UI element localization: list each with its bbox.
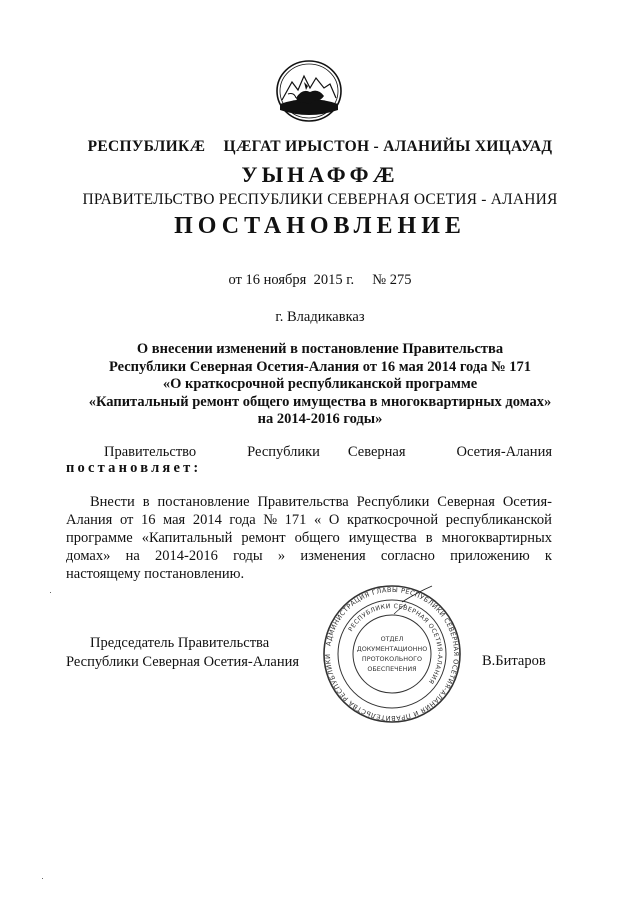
scan-speck [50, 592, 51, 593]
body-word: домах» [66, 548, 111, 564]
body-word: 171 [284, 512, 307, 528]
scan-speck [42, 878, 43, 879]
body-word: « [314, 512, 322, 528]
body-line [66, 547, 552, 565]
body-word: имущества [348, 530, 417, 546]
body-word: в [425, 530, 433, 546]
subject-line: О внесении изменений в постановление Правительства [136, 341, 504, 357]
seal-center-line: ОТДЕЛ [380, 635, 404, 643]
preamble-word: Правительство [104, 444, 197, 460]
body-word: «Капитальный [141, 530, 233, 546]
date-value: 16 ноября 2015 г. [245, 272, 355, 288]
body-word: 2014-2016 [155, 548, 218, 564]
body-word: Алания [66, 512, 113, 528]
header-government: ПРАВИТЕЛЬСТВО РЕСПУБЛИКИ СЕВЕРНАЯ ОСЕТИЯ - АЛАНИЯ [82, 191, 558, 208]
body-word: ремонт [241, 530, 286, 546]
body-word: настоящему постановлению. [66, 566, 245, 582]
signatory-position [66, 634, 299, 672]
position-line: Председатель Правительства [90, 635, 270, 651]
header-word: ИРЫСТОН [285, 138, 370, 155]
resolves-word: постановляет: [66, 460, 202, 476]
body-word: приложению [450, 548, 530, 564]
body-word: краткосрочной [346, 512, 439, 528]
seal-center-line: ДОКУМЕНТАЦИОННО [356, 645, 428, 653]
header-word: АЛАНИЙЫ [383, 138, 471, 155]
seal-inner-text: РЕСПУБЛИКИ СЕВЕРНАЯ ОСЕТИЯ-АЛАНИЯ [347, 602, 444, 686]
subject-line: Республики Северная Осетия-Алания от 16 мая 2014 года № 171 [108, 358, 532, 375]
body-word: 2014 [192, 512, 222, 528]
body-word: № [263, 512, 278, 528]
header-word: ХИЦАУАД [474, 138, 553, 155]
decree-subject [0, 341, 640, 429]
body-word: 16 [140, 512, 156, 528]
body-word: в [142, 494, 150, 510]
seal-center-line: ОБЕСПЕЧЕНИЯ [367, 665, 417, 673]
preamble-line [104, 444, 552, 461]
header-word: ЦӔГАТ [223, 138, 281, 155]
body-word: Правительства [257, 494, 349, 510]
body-word: программе [66, 530, 133, 546]
body-word: общего [294, 530, 340, 546]
body-word: на [125, 548, 140, 564]
body-word: согласно [380, 548, 435, 564]
decree-body [66, 493, 552, 583]
header-ossetian-decree: УЫНАФФӔ [241, 162, 399, 187]
body-word: изменения [300, 548, 366, 564]
body-line [66, 529, 552, 547]
body-line [66, 565, 552, 583]
header-word: РЕСПУБЛИКӔ [87, 138, 206, 155]
preamble-word: Республики [247, 444, 320, 460]
body-word: многоквартирных [441, 530, 552, 546]
body-word: мая [163, 512, 186, 528]
city: г. Владикавказ [275, 309, 365, 325]
body-word: года [229, 512, 256, 528]
body-word: Осетия- [502, 494, 552, 510]
decree-number: № 275 [372, 272, 412, 288]
body-word: О [328, 512, 340, 528]
body-word: от [119, 512, 134, 528]
body-word: Внести [90, 494, 135, 510]
subject-line: «Капитальный ремонт общего имущества в многоквартирных домах» [88, 393, 552, 410]
body-word: Республики [356, 494, 430, 510]
body-line [66, 493, 552, 511]
body-line [66, 511, 552, 529]
official-seal [322, 584, 462, 724]
header-word: - [373, 138, 380, 155]
body-word: республиканской [445, 512, 552, 528]
preamble-word: Осетия-Алания [456, 444, 552, 460]
body-word: годы [233, 548, 263, 564]
subject-line: «О краткосрочной республиканской программе [162, 376, 478, 392]
signatory-name: В.Битаров [482, 653, 546, 669]
body-word: к [544, 548, 552, 564]
preamble-word: Северная [347, 444, 406, 460]
header-ossetian-republic [0, 138, 640, 156]
header-decree-title: ПОСТАНОВЛЕНИЕ [174, 213, 466, 239]
coat-of-arms-emblem [274, 58, 344, 124]
body-word: » [277, 548, 286, 564]
seal-outer-text: АДМИНИСТРАЦИЯ ГЛАВЫ РЕСПУБЛИКИ СЕВЕРНАЯ ОСЕТИЯ-АЛАНИЯ И ПРАВИТЕЛЬСТВА РЕСПУБЛИКИ [323, 585, 461, 723]
body-word: постановление [157, 494, 250, 510]
seal-center-line: ПРОТОКОЛЬНОГО [361, 655, 423, 663]
subject-line: на 2014-2016 годы» [257, 411, 383, 427]
decree-date-number [0, 272, 640, 289]
body-word: Северная [437, 494, 495, 510]
position-line: Республики Северная Осетия-Алания [66, 654, 300, 670]
date-prefix: от [228, 272, 242, 288]
